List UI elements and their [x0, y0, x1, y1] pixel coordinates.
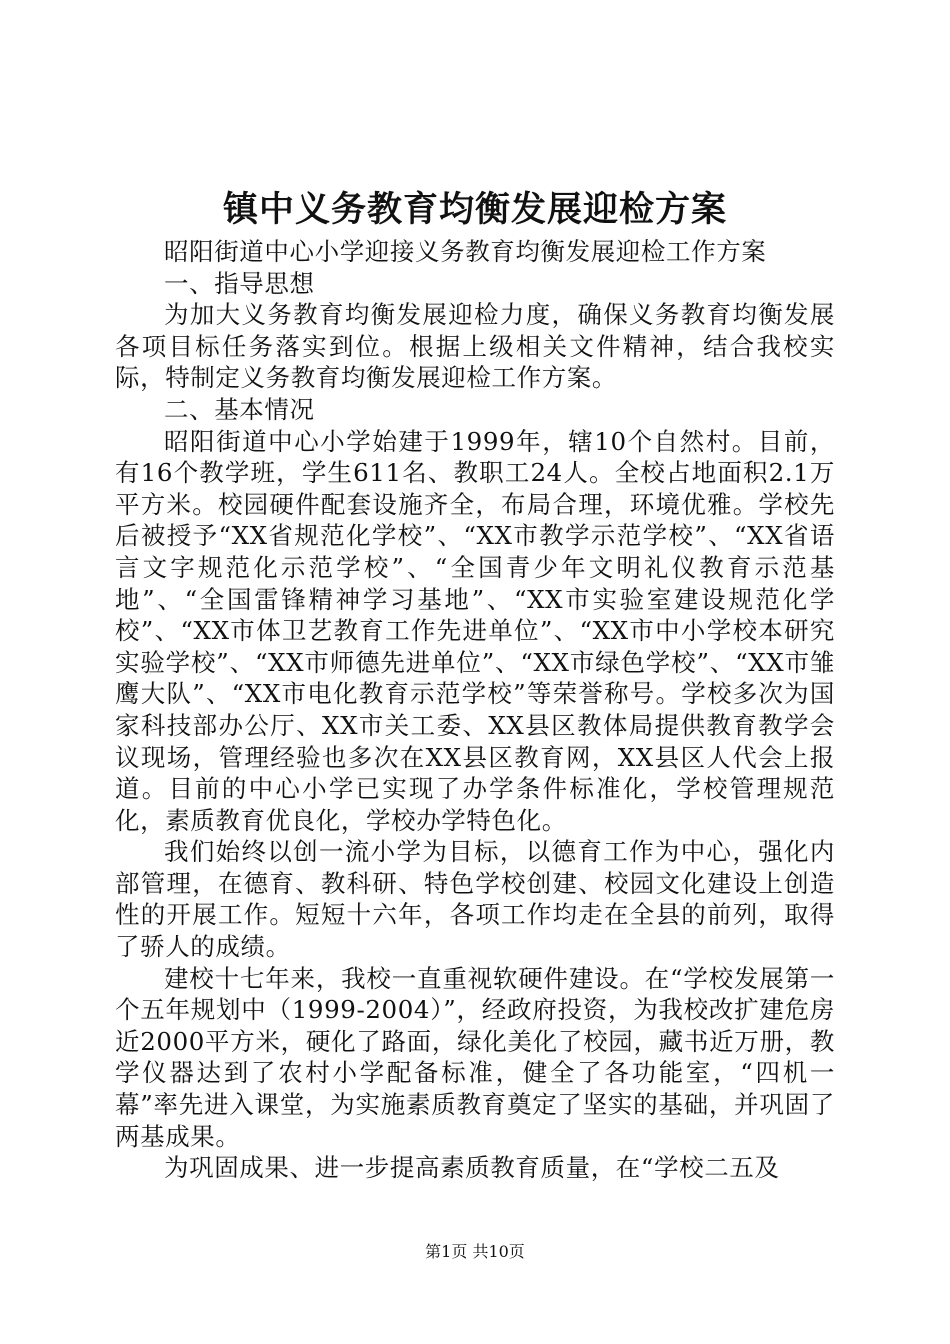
paragraph-guiding-ideology: 为加大义务教育均衡发展迎检力度，确保义务教育均衡发展各项目标任务落实到位。根据上级相关文件精神，结合我校实际，特制定义务教育均衡发展迎检工作方案。	[115, 300, 835, 393]
section-heading-basic-situation: 二、基本情况	[164, 394, 315, 424]
document-title: 镇中义务教育均衡发展迎检方案	[222, 189, 727, 230]
paragraph-goals: 我们始终以创一流小学为目标，以德育工作为中心，强化内部管理，在德育、教科研、特色学校创建、校园文化建设上创造性的开展工作。短短十六年，各项工作均走在全县的前列，取得了骄人的成绩。	[115, 837, 835, 962]
paragraph-construction: 建校十七年来，我校一直重视软硬件建设。在“学校发展第一个五年规划中（1999-2004）”，经政府投资，为我校改扩建危房近2000平方米，硬化了路面，绿化美化了校园，藏书近万册，教学仪器达到了农村小学配备标准，健全了各功能室，“四机一幕”率先进入课堂，为实施素质教育奠定了坚实的基础，并巩固了两基成果。	[115, 963, 835, 1151]
paragraph-school-overview: 昭阳街道中心小学始建于1999年，辖10个自然村。目前，有16个教学班，学生611名、教职工24人。全校占地面积2.1万平方米。校园硬件配套设施齐全，布局合理，环境优雅。学校先后被授予“XX省规范化学校”、“XX市教学示范学校”、“XX省语言文字规范化示范学校”、“全国青少年文明礼仪教育示范基地”、“全国雷锋精神学习基地”、“XX市实验室建设规范化学校”、“XX市体卫艺教育工作先进单位”、“XX市中小学校本研究实验学校”、“XX市师德先进单位”、“XX市绿色学校”、“XX市雏鹰大队”、“XX市电化教育示范学校”等荣誉称号。学校多次为国家科技部办公厅、XX市关工委、XX县区教体局提供教育教学会议现场，管理经验也多次在XX县区教育网，XX县区人代会上报道。目前的中心小学已实现了办学条件标准化，学校管理规范化，素质教育优良化，学校办学特色化。	[115, 426, 835, 835]
subtitle-paragraph: 昭阳街道中心小学迎接义务教育均衡发展迎检工作方案	[164, 237, 767, 266]
section-heading-guiding-ideology: 一、指导思想	[164, 268, 315, 298]
document-body	[115, 236, 835, 1184]
paragraph-consolidation: 为巩固成果、进一步提高素质教育质量，在“学校二五及	[164, 1153, 780, 1183]
page-number-footer: 第1页 共10页	[425, 1242, 525, 1261]
